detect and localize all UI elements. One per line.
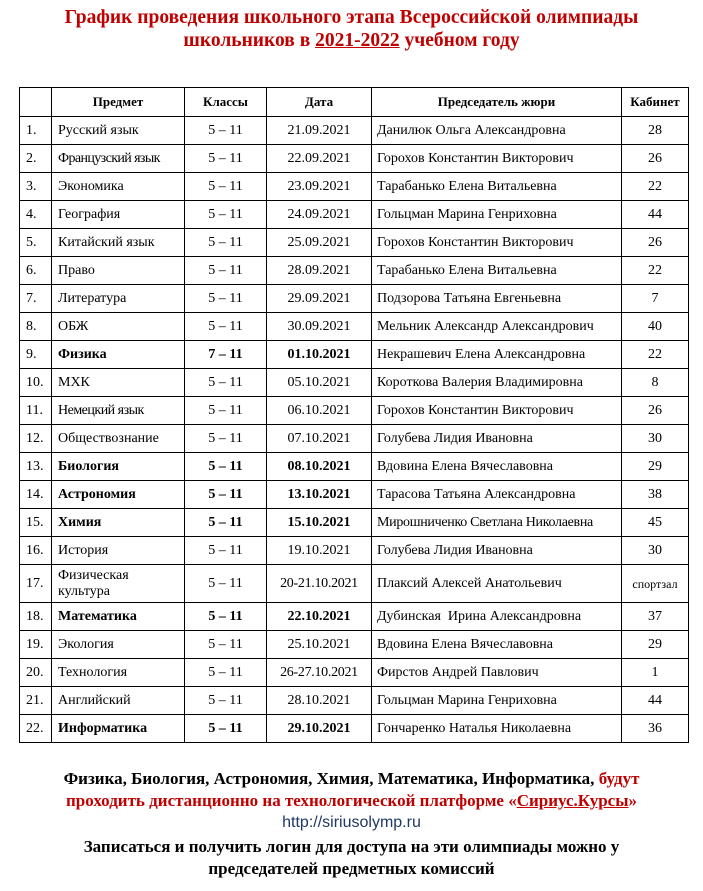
row-date: 29.09.2021	[267, 285, 372, 313]
row-jury-chair: Гончаренко Наталья Николаевна	[372, 715, 622, 743]
row-jury-chair: Данилюк Ольга Александровна	[372, 117, 622, 145]
row-grades: 7 – 11	[185, 341, 267, 369]
row-jury-chair: Горохов Константин Викторович	[372, 145, 622, 173]
row-grades: 5 – 11	[185, 397, 267, 425]
table-row	[20, 565, 689, 603]
table-row	[20, 425, 689, 453]
row-number: 2.	[20, 145, 52, 173]
row-jury-chair: Горохов Константин Викторович	[372, 229, 622, 257]
row-number: 13.	[20, 453, 52, 481]
row-date: 30.09.2021	[267, 313, 372, 341]
row-grades: 5 – 11	[185, 453, 267, 481]
row-jury-chair: Вдовина Елена Вячеславовна	[372, 453, 622, 481]
row-grades: 5 – 11	[185, 631, 267, 659]
row-number: 19.	[20, 631, 52, 659]
row-date: 22.10.2021	[267, 603, 372, 631]
row-subject: Право	[52, 257, 185, 285]
row-date: 07.10.2021	[267, 425, 372, 453]
note-red-3: »	[628, 791, 637, 810]
title-line-2-before: школьников в	[183, 30, 316, 51]
signup-note	[0, 836, 703, 880]
title-line-2	[0, 29, 703, 52]
row-grades: 5 – 11	[185, 145, 267, 173]
row-subject: Информатика	[52, 715, 185, 743]
row-jury-chair: Дубинская Ирина Александровна	[372, 603, 622, 631]
table-header-row	[20, 88, 689, 117]
row-number: 3.	[20, 173, 52, 201]
row-date: 05.10.2021	[267, 369, 372, 397]
row-room: 36	[622, 715, 689, 743]
row-subject: Химия	[52, 509, 185, 537]
row-date: 24.09.2021	[267, 201, 372, 229]
row-room: 44	[622, 201, 689, 229]
row-number: 20.	[20, 659, 52, 687]
row-grades: 5 – 11	[185, 117, 267, 145]
row-subject: Русский язык	[52, 117, 185, 145]
header-number	[20, 88, 52, 117]
row-room: 26	[622, 145, 689, 173]
table-row	[20, 687, 689, 715]
row-grades: 5 – 11	[185, 715, 267, 743]
table-row	[20, 369, 689, 397]
table-row	[20, 715, 689, 743]
row-jury-chair: Голубева Лидия Ивановна	[372, 425, 622, 453]
row-grades: 5 – 11	[185, 481, 267, 509]
table-row	[20, 537, 689, 565]
header-subject: Предмет	[52, 88, 185, 117]
row-number: 15.	[20, 509, 52, 537]
row-room: 1	[622, 659, 689, 687]
header-jury-chair: Председатель жюри	[372, 88, 622, 117]
table-row	[20, 481, 689, 509]
row-grades: 5 – 11	[185, 285, 267, 313]
row-jury-chair: Тарасова Татьяна Александровна	[372, 481, 622, 509]
row-room: 22	[622, 341, 689, 369]
signup-line-1: Записаться и получить логин для доступа на эти олимпиады можно у	[83, 837, 620, 856]
schedule-rows	[20, 117, 689, 743]
row-jury-chair: Голубева Лидия Ивановна	[372, 537, 622, 565]
row-number: 9.	[20, 341, 52, 369]
table-row	[20, 117, 689, 145]
note-red-2: проходить дистанционно на технологической платформе «	[66, 791, 517, 810]
row-room: 45	[622, 509, 689, 537]
row-grades: 5 – 11	[185, 201, 267, 229]
row-number: 6.	[20, 257, 52, 285]
row-room: 28	[622, 117, 689, 145]
table-row	[20, 659, 689, 687]
row-date: 28.09.2021	[267, 257, 372, 285]
row-number: 12.	[20, 425, 52, 453]
row-number: 8.	[20, 313, 52, 341]
row-date: 26-27.10.2021	[267, 659, 372, 687]
table-row	[20, 341, 689, 369]
row-subject: Математика	[52, 603, 185, 631]
row-grades: 5 – 11	[185, 425, 267, 453]
note-subjects: Физика, Биология, Астрономия, Химия, Математика, Информатика,	[63, 769, 595, 788]
row-jury-chair: Мельник Александр Александрович	[372, 313, 622, 341]
note-line-2	[0, 790, 703, 812]
row-date: 25.10.2021	[267, 631, 372, 659]
row-date: 28.10.2021	[267, 687, 372, 715]
row-room: 40	[622, 313, 689, 341]
row-date: 25.09.2021	[267, 229, 372, 257]
row-number: 16.	[20, 537, 52, 565]
row-number: 4.	[20, 201, 52, 229]
row-subject: Физическая культура	[52, 565, 185, 603]
row-subject: Экономика	[52, 173, 185, 201]
row-number: 11.	[20, 397, 52, 425]
row-date: 06.10.2021	[267, 397, 372, 425]
row-number: 7.	[20, 285, 52, 313]
table-row	[20, 173, 689, 201]
row-date: 15.10.2021	[267, 509, 372, 537]
table-row	[20, 145, 689, 173]
row-jury-chair: Некрашевич Елена Александровна	[372, 341, 622, 369]
row-jury-chair: Гольцман Марина Генриховна	[372, 687, 622, 715]
header-date: Дата	[267, 88, 372, 117]
row-number: 18.	[20, 603, 52, 631]
row-jury-chair: Фирстов Андрей Павлович	[372, 659, 622, 687]
title-year: 2021-2022	[315, 30, 400, 51]
row-subject: История	[52, 537, 185, 565]
row-room: 8	[622, 369, 689, 397]
row-room: 29	[622, 631, 689, 659]
row-date: 20-21.10.2021	[267, 565, 372, 603]
title-line-1: График проведения школьного этапа Всероссийской олимпиады	[64, 7, 639, 28]
row-number: 14.	[20, 481, 52, 509]
table-row	[20, 313, 689, 341]
row-subject: Астрономия	[52, 481, 185, 509]
page-title	[0, 6, 703, 52]
row-grades: 5 – 11	[185, 537, 267, 565]
table-row	[20, 257, 689, 285]
table-row	[20, 453, 689, 481]
distance-olympiad-note	[0, 768, 703, 812]
row-room: 37	[622, 603, 689, 631]
row-number: 21.	[20, 687, 52, 715]
note-red-1: будут	[594, 769, 640, 788]
note-line-1	[0, 768, 703, 790]
table-row	[20, 285, 689, 313]
row-subject: Биология	[52, 453, 185, 481]
row-room: 29	[622, 453, 689, 481]
row-jury-chair: Горохов Константин Викторович	[372, 397, 622, 425]
row-jury-chair: Короткова Валерия Владимировна	[372, 369, 622, 397]
table-row	[20, 631, 689, 659]
table-row	[20, 229, 689, 257]
row-date: 13.10.2021	[267, 481, 372, 509]
row-room: 44	[622, 687, 689, 715]
row-grades: 5 – 11	[185, 229, 267, 257]
row-date: 01.10.2021	[267, 341, 372, 369]
row-subject: Французский язык	[52, 145, 185, 173]
table-row	[20, 201, 689, 229]
row-subject: Немецкий язык	[52, 397, 185, 425]
signup-line-2: председателей предметных комиссий	[208, 859, 495, 878]
row-grades: 5 – 11	[185, 659, 267, 687]
row-grades: 5 – 11	[185, 509, 267, 537]
row-jury-chair: Плаксий Алексей Анатольевич	[372, 565, 622, 603]
row-jury-chair: Мирошниченко Светлана Николаевна	[372, 509, 622, 537]
row-grades: 5 – 11	[185, 257, 267, 285]
row-number: 1.	[20, 117, 52, 145]
row-grades: 5 – 11	[185, 173, 267, 201]
row-grades: 5 – 11	[185, 687, 267, 715]
row-date: 08.10.2021	[267, 453, 372, 481]
table-row	[20, 509, 689, 537]
row-subject: Обществознание	[52, 425, 185, 453]
row-subject: Литература	[52, 285, 185, 313]
sirius-olymp-link[interactable]: http://siriusolymp.ru	[282, 814, 421, 831]
row-jury-chair: Вдовина Елена Вячеславовна	[372, 631, 622, 659]
row-date: 22.09.2021	[267, 145, 372, 173]
row-room: 22	[622, 257, 689, 285]
row-date: 29.10.2021	[267, 715, 372, 743]
row-room: 26	[622, 397, 689, 425]
row-room: 38	[622, 481, 689, 509]
row-grades: 5 – 11	[185, 369, 267, 397]
platform-name: Сириус.Курсы	[516, 791, 629, 810]
row-subject: МХК	[52, 369, 185, 397]
row-room: 30	[622, 425, 689, 453]
table-row	[20, 603, 689, 631]
row-grades: 5 – 11	[185, 603, 267, 631]
header-grades: Классы	[185, 88, 267, 117]
table-row	[20, 397, 689, 425]
row-subject: Экология	[52, 631, 185, 659]
row-grades: 5 – 11	[185, 313, 267, 341]
row-date: 19.10.2021	[267, 537, 372, 565]
row-jury-chair: Подзорова Татьяна Евгеньевна	[372, 285, 622, 313]
row-subject: ОБЖ	[52, 313, 185, 341]
row-date: 21.09.2021	[267, 117, 372, 145]
row-date: 23.09.2021	[267, 173, 372, 201]
row-room: 7	[622, 285, 689, 313]
row-subject: Китайский язык	[52, 229, 185, 257]
row-subject: География	[52, 201, 185, 229]
title-line-2-after: учебном году	[399, 30, 520, 51]
row-jury-chair: Тарабанько Елена Витальевна	[372, 173, 622, 201]
olympiad-schedule-table	[19, 87, 689, 743]
header-room: Кабинет	[622, 88, 689, 117]
row-jury-chair: Гольцман Марина Генриховна	[372, 201, 622, 229]
row-jury-chair: Тарабанько Елена Витальевна	[372, 257, 622, 285]
row-room: спортзал	[622, 565, 689, 603]
row-subject: Физика	[52, 341, 185, 369]
row-grades: 5 – 11	[185, 565, 267, 603]
row-number: 22.	[20, 715, 52, 743]
row-room: 22	[622, 173, 689, 201]
row-room: 30	[622, 537, 689, 565]
row-room: 26	[622, 229, 689, 257]
row-subject: Английский	[52, 687, 185, 715]
row-number: 17.	[20, 565, 52, 603]
row-subject: Технология	[52, 659, 185, 687]
row-number: 10.	[20, 369, 52, 397]
row-number: 5.	[20, 229, 52, 257]
